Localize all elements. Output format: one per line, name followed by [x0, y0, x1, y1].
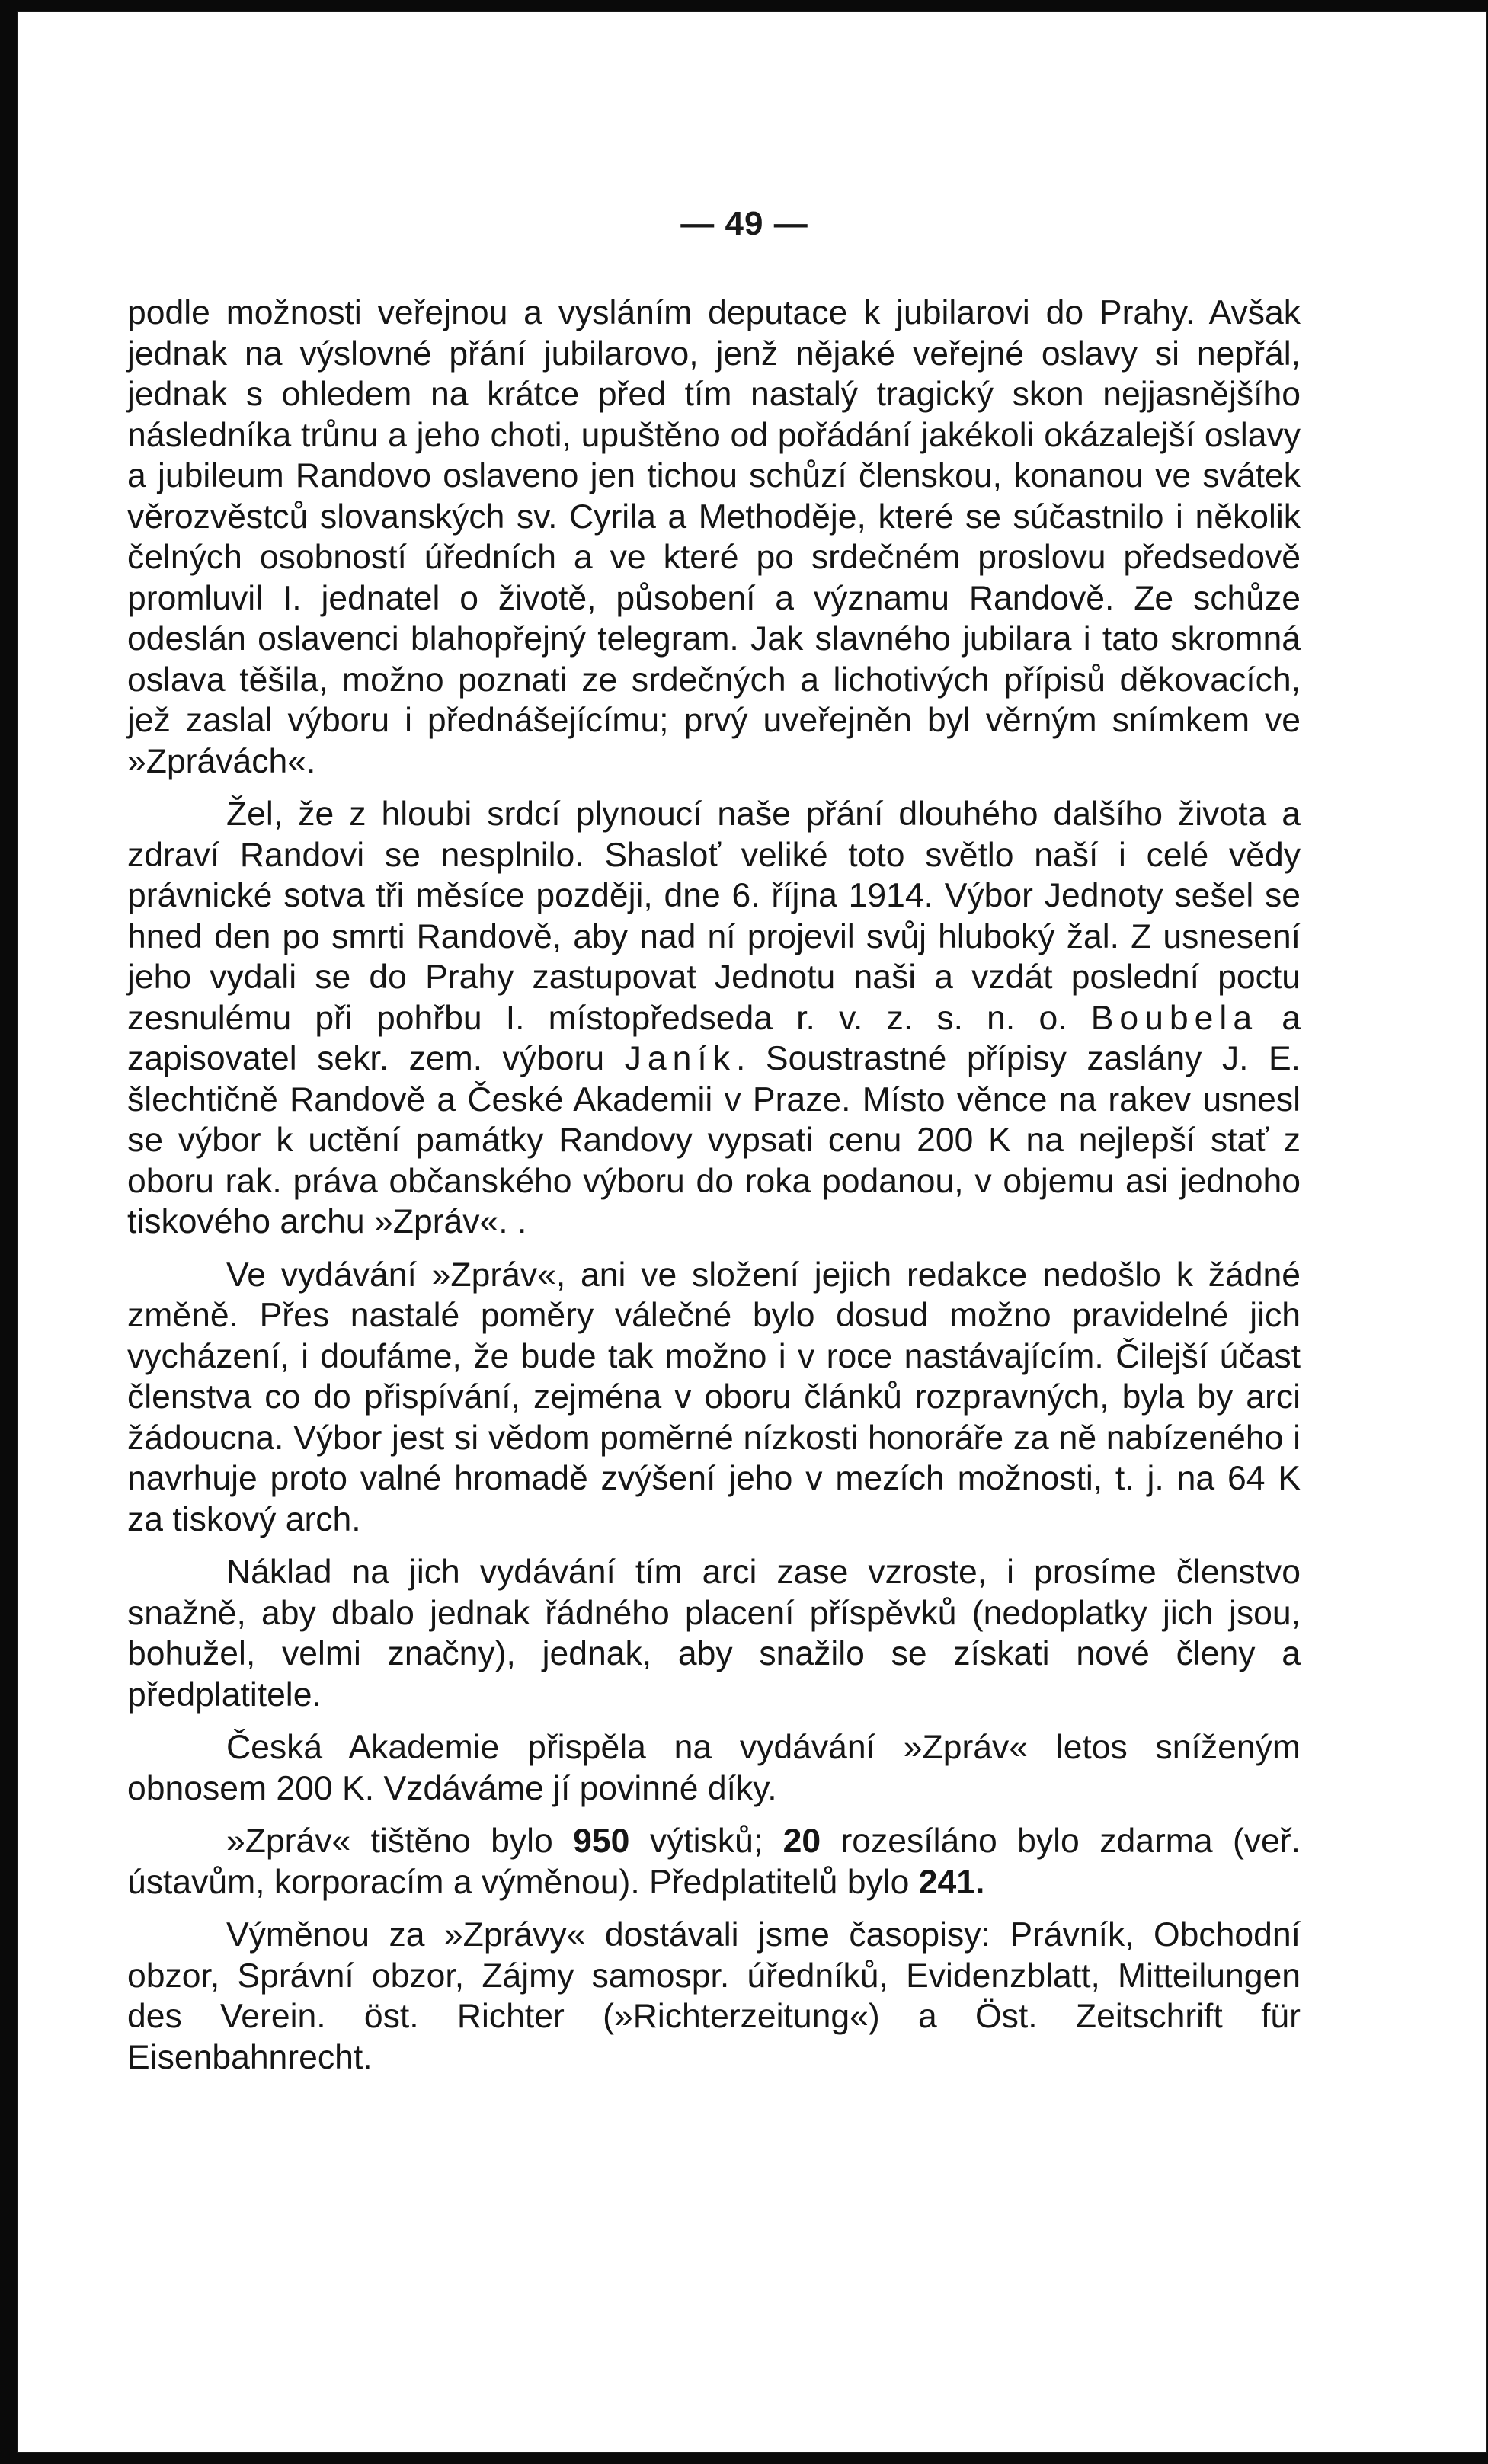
paragraph-text-segment: »Zpráv« tištěno bylo: [226, 1822, 574, 1860]
paragraph-text-segment: výtisků;: [629, 1822, 783, 1860]
paragraph-academy-contribution: Česká Akademie přispěla na vydávání »Zpráv« letos sníženým obnosem 200 K. Vzdáváme jí povinné díky.: [127, 1729, 1301, 1807]
paragraph-members-appeal: Náklad na jich vydávání tím arci zase vzroste, i prosíme členstvo snažně, aby dbalo jednak řádného placení příspěvků (nedoplatky jich jsou, bohužel, velmi značny), jednak, aby snažilo se získati nové členy a předplatitele.: [127, 1554, 1301, 1714]
paragraph-text-segment: . Soustrastné přípisy zaslány J. E. šlechtičně Randově a České Akademii v Praze. Místo věnce na rakev usnesl se výbor k uctění památky Randovy vypsati cenu 200 K na nejlepší stať z oboru rak. práva občanského výboru do roka podanou, v objemu asi jednoho tiskového archu »Zpráv«. .: [127, 1040, 1301, 1240]
paragraph-randa-death: [127, 794, 1301, 1243]
document-page: [17, 11, 1487, 2453]
count-free: 20: [782, 1822, 821, 1860]
count-printed: 950: [573, 1822, 630, 1860]
paragraph-zpravy-publishing: Ve vydávání »Zpráv«, ani ve složení jejich redakce nedošlo k žádné změně. Přes nastalé poměry válečné bylo dosud možno pravidelné jich vycházení, i doufáme, že bude tak možno i v roce nastávajícím. Čilejší účast členstva co do přispívání, zejména v oboru článků rozpravných, byla by arci žádoucna. Výbor jest si vědom poměrné nízkosti honoráře za ně nabízeného i navrhuje proto valné hromadě zvýšení jeho v mezích možnosti, t. j. na 64 K za tiskový arch.: [127, 1256, 1301, 1538]
spaced-name-janik: Janík: [624, 1040, 737, 1077]
document-body: [127, 293, 1301, 2090]
spaced-name-boubela: Boubela: [1090, 999, 1259, 1037]
paragraph-text-segment: a zapisovatel sekr. zem. výboru: [127, 999, 1301, 1077]
paragraph-text-segment: Žel, že z hloubi srdcí plynoucí naše přání dlouhého dalšího života a zdraví Randovi se nesplnilo. Shasloť veliké toto světlo naší i celé vědy právnické sotva tři měsíce později, dne 6. října 1914. Výbor Jednoty sešel se hned den po smrti Randově, aby nad ní projevil svůj hluboký žal. Z usnesení jeho vydali se do Prahy zastupovat Jednotu naši a vzdát poslední poctu zesnulému při pohřbu I. místopředseda r. v. z. s. n. o.: [127, 795, 1301, 1037]
page-number: — 49 —: [680, 205, 808, 242]
paragraph-jubilee-celebration: podle možnosti veřejnou a vysláním deputace k jubilarovi do Prahy. Avšak jednak na výslovné přání jubilarovo, jenž nějaké veřejné oslavy si nepřál, jednak s ohledem na krátce před tím nastalý tragický skon nejjasnějšího následníka trůnu a jeho choti, upuštěno od pořádání jakékoli okázalejší oslavy a jubileum Randovo oslaveno jen tichou schůzí členskou, konanou ve svátek věrozvěstců slovanských sv. Cyrila a Methoděje, které se súčastnilo i několik čelných osobností úředních a ve které po srdečném proslovu předsedově promluvil I. jednatel o životě, působení a významu Randově. Ze schůze odeslán oslavenci blahopřejný telegram. Jak slavného jubilara i tato skromná oslava těšila, možno poznati ze srdečných a lichotivých přípisů děkovacích, jež zaslal výboru i přednášejícímu; prvý uveřejněn byl věrným snímkem ve »Zprávách«.: [127, 294, 1301, 780]
paragraph-text-segment: rozesíláno bylo zdarma (veř. ústavům, korporacím a výměnou). Předplatitelů bylo: [127, 1822, 1301, 1901]
paragraph-print-statistics: [127, 1821, 1301, 1902]
count-subscribers: 241.: [918, 1863, 985, 1901]
paragraph-exchange-journals: Výměnou za »Zprávy« dostávali jsme časopisy: Právník, Obchodní obzor, Správní obzor, Zájmy samospr. úředníků, Evidenzblatt, Mitteilungen des Verein. öst. Richter (»Richterzeitung«) a Öst. Zeitschrift für Eisenbahnrecht.: [127, 1916, 1301, 2076]
